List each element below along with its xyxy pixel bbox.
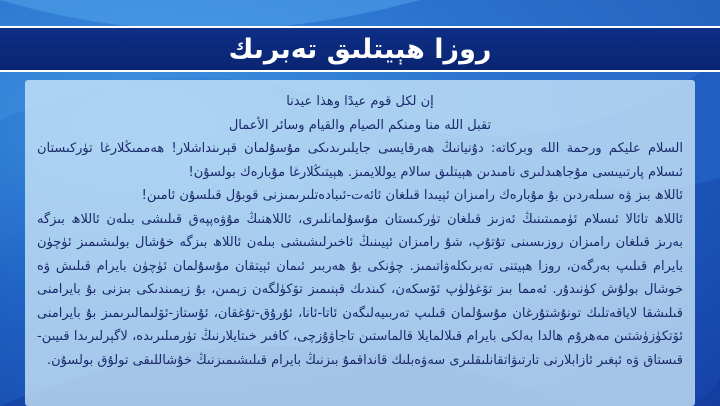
arabic-line-2: تقبل الله منا ومنكم الصيام والقيام وسائر الأعمال — [228, 117, 492, 133]
paragraph-main: ئاللاھ تائالا ئىسلام ئۈممىتىنىڭ ئەزىز قىلغان تۈركىستان مۇسۇلمانلىرى، ئاللاھنىڭ مۇۋەپپەق قىلىشى بىلەن ئاللاھ بىزگە بەرىز قىلغان رامىزان روزىسىنى تۇتۇپ، شۇ رامىزان ئېيىنىڭ ئاخىرلىشىشى بىلەن ئاللاھ بىزگە خۇشال بولىشىمىز ئۈچۈن بايرام قىلىپ بەرگەن، روزا ھېيتنى تەبرىكلەۋاتىمىز. چۈنكى بۇ ھەربىر ئىمان ئېيتقان مۇسۇلمان ئۈچۈن بايرام قىلىش ۋە خوشال بولۇش كۈنىدۇر. ئەمما بىز تۆغۈلۈپ ئۆسكەن، كىندىك قېنىمىز تۆكۈلگەن زېمىن، بۇ زېمىندىكى بىزنى بۇ بايرامنى قىلىشقا لاياقەتلىك تونۇشتۇرغان مۇسۇلمان قىلىپ تەربىيەلىگەن ئاتا-ئانا، ئۇرۇق-تۇغقان، ئۇستاز-ئۆلىمالىرىمىز بۇ بايرامنى ئۆتكۈزۈشتىن مەھرۇم ھالدا بەلكى بايرام قىلالمايلا قالماستىن تاجاۋۇزچى، كافىر خىتايلارنىڭ تۈرمىلىرىدە، لاگېرلىرىدا قىيىن-قىستاق ۋە ئېغىر ئازابلارنى تارتىۋاتقانلىقلىرى سەۋەبلىك قانداقمۇ بىزنىڭ بايرام قىلىشىمىزنىڭ خۇشاللىقى تولۇق بولسۇن. — [37, 211, 683, 368]
paragraph-greeting: السلام عليكم ورحمة الله وبركاته: دۇنيانىڭ ھەرقايسى جايلىرىدىكى مۇسۇلمان قېرىنداشلار! ھەممىڭلارغا تۈركىستان ئىسلام پارتىيىسى مۇجاھىدلىرى نامىدىن ھېيتلىق سالام يوللايمىز. ھېيتىڭلارغا مۇبارەك بولسۇن! — [37, 141, 683, 180]
title-bar — [0, 26, 720, 72]
paragraph-prayer: ئاللاھ بىز ۋە سىلەردىن بۇ مۇبارەك رامىزان ئېيىدا قىلغان ئائەت-ئىبادەتلىرىمىزنى قوبۇل قىلسۇن ئامىن! — [141, 188, 683, 203]
arabic-line-1: إن لكل قوم عيدًا وهذا عيدنا — [286, 94, 434, 109]
content-panel — [25, 80, 695, 406]
page-title: روزا ھېيتلىق تەبرىك — [228, 33, 492, 65]
